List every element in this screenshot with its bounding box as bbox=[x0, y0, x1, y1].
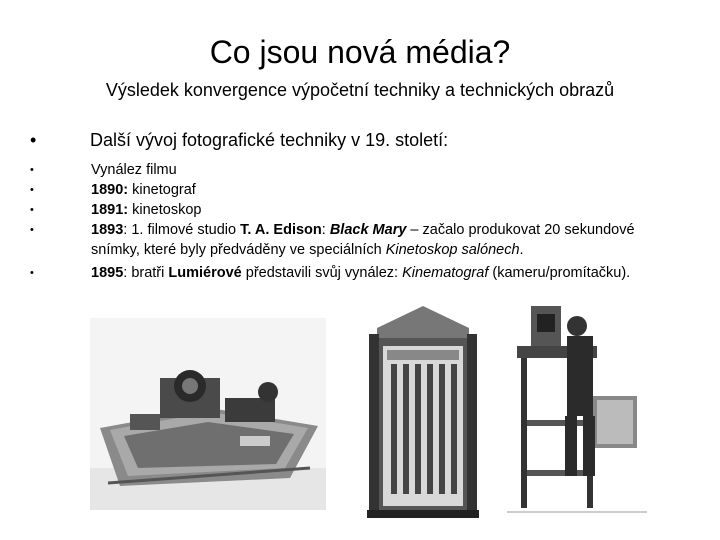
kinetoscope-photo bbox=[357, 298, 489, 522]
text-segment: : bbox=[321, 222, 330, 238]
text-segment: 1891: bbox=[91, 202, 129, 218]
text-segment: – začalo produkovat 20 sekundové snímky, které byly předváděny ve speciálních bbox=[91, 222, 635, 258]
list-bullet: • bbox=[30, 224, 34, 236]
slide-subtitle: Výsledek konvergence výpočetní techniky a technických obrazů bbox=[105, 80, 615, 100]
list-item bbox=[30, 200, 670, 220]
text-segment: (kameru/promítačku). bbox=[488, 265, 631, 281]
list-bullet: • bbox=[30, 204, 34, 216]
text-segment: Lumiérové bbox=[168, 265, 242, 281]
text-segment: . bbox=[519, 242, 524, 258]
text-segment: představili svůj vynález: bbox=[241, 265, 403, 281]
text-segment: 1893 bbox=[91, 222, 124, 238]
list-bullet: • bbox=[30, 184, 34, 196]
list-item-text bbox=[91, 162, 177, 178]
heading-text: Další vývoj fotografické techniky v 19. století: bbox=[90, 130, 449, 150]
text-segment: kinetograf bbox=[128, 182, 196, 198]
text-segment: Black Mary bbox=[329, 222, 407, 238]
list-item-text bbox=[91, 182, 196, 198]
text-segment: Kinetoskop salónech bbox=[385, 242, 520, 258]
slide-title: Co jsou nová média? bbox=[209, 34, 511, 70]
text-segment: T. A. Edison bbox=[240, 222, 322, 238]
text-segment: kinetoskop bbox=[128, 202, 202, 218]
text-segment: 1895 bbox=[91, 265, 124, 281]
text-segment: Vynález filmu bbox=[91, 162, 177, 178]
heading-bullet: • bbox=[30, 130, 37, 150]
list-bullet: • bbox=[30, 267, 34, 279]
kinematograph-photo bbox=[507, 300, 647, 522]
text-segment: 1890: bbox=[91, 182, 129, 198]
text-segment: : bratři bbox=[123, 265, 169, 281]
list-item-text bbox=[91, 202, 201, 218]
list-item bbox=[30, 220, 670, 260]
text-segment: : 1. filmové studio bbox=[123, 222, 241, 238]
list-item-text bbox=[91, 222, 635, 258]
kinetograph-photo bbox=[90, 318, 326, 510]
list-item bbox=[30, 263, 670, 283]
list-item-text bbox=[91, 265, 630, 281]
list-bullet: • bbox=[30, 164, 34, 176]
list-item bbox=[30, 180, 670, 200]
list-item bbox=[30, 160, 670, 180]
text-segment: Kinematograf bbox=[402, 265, 489, 281]
bullet-list bbox=[30, 160, 670, 283]
